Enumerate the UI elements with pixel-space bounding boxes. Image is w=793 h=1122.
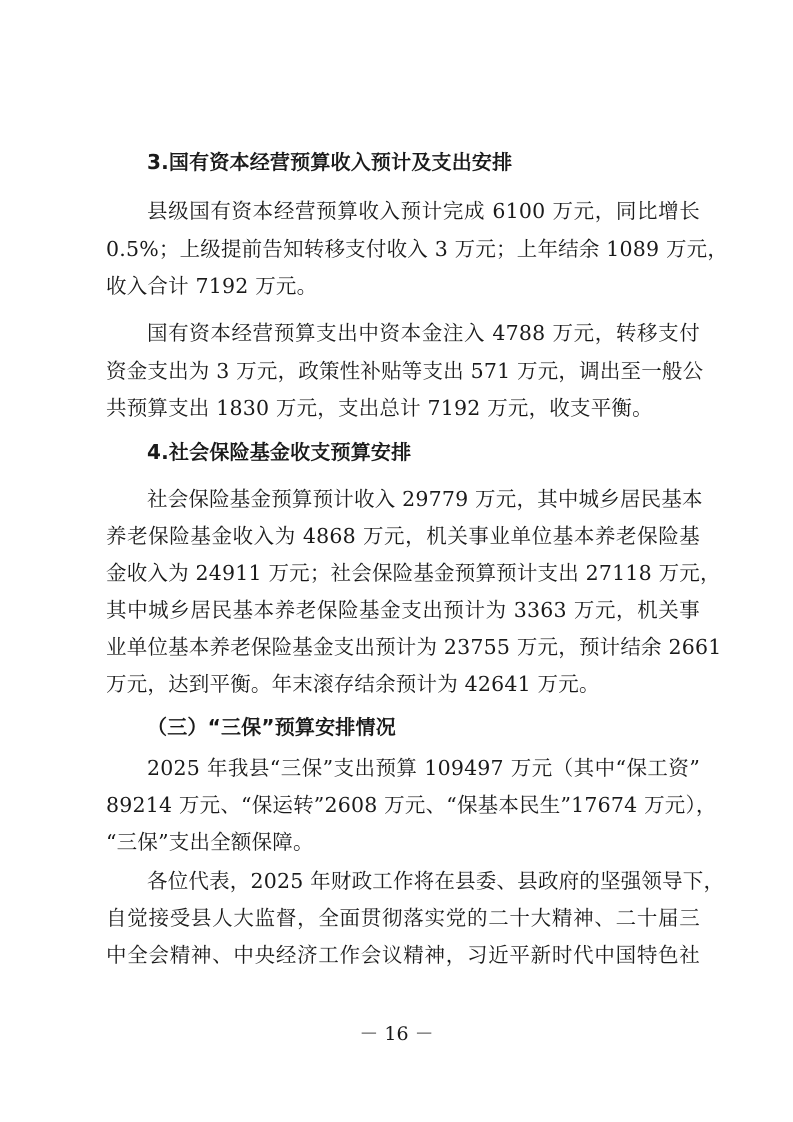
paragraph-line: 金收入为 24911 万元；社会保险基金预算预计支出 27118 万元， — [106, 561, 721, 585]
paragraph-line: 业单位基本养老保险基金支出预计为 23755 万元，预计结余 2661 — [106, 635, 722, 659]
section-heading-san-bao: （三）“三保”预算安排情况 — [147, 715, 396, 739]
paragraph-line: 共预算支出 1830 万元，支出总计 7192 万元，收支平衡。 — [106, 396, 653, 420]
paragraph-line: 2025 年我县“三保”支出预算 109497 万元（其中“保工资” — [147, 756, 700, 780]
paragraph-line: 收入合计 7192 万元。 — [106, 274, 318, 298]
paragraph-line: 89214 万元、“保运转”2608 万元、“保基本民生”17674 万元）， — [106, 793, 717, 817]
paragraph-line: 0.5%；上级提前告知转移支付收入 3 万元；上年结余 1089 万元， — [106, 237, 729, 261]
paragraph-line: 县级国有资本经营预算收入预计完成 6100 万元，同比增长 — [147, 199, 700, 223]
section-heading-4: 4.社会保险基金收支预算安排 — [147, 440, 412, 464]
paragraph-line: 社会保险基金预算预计收入 29779 万元，其中城乡居民基本 — [147, 487, 703, 511]
section-heading-3: 3.国有资本经营预算收入预计及支出安排 — [147, 150, 513, 174]
paragraph-line: 自觉接受县人大监督，全面贯彻落实党的二十大精神、二十届三 — [106, 906, 700, 930]
paragraph-line: 万元，达到平衡。年末滚存结余预计为 42641 万元。 — [106, 672, 600, 696]
paragraph-line: 国有资本经营预算支出中资本金注入 4788 万元，转移支付 — [147, 321, 700, 345]
paragraph-line: 养老保险基金收入为 4868 万元，机关事业单位基本养老保险基 — [106, 524, 700, 548]
page-number: － 16 － — [359, 1023, 434, 1045]
paragraph-line: 各位代表，2025 年财政工作将在县委、县政府的坚强领导下， — [147, 869, 725, 893]
paragraph-line: 资金支出为 3 万元，政策性补贴等支出 571 万元，调出至一般公 — [106, 359, 704, 383]
paragraph-line: 其中城乡居民基本养老保险基金支出预计为 3363 万元，机关事 — [106, 598, 700, 622]
paragraph-line: “三保”支出全额保障。 — [106, 830, 314, 854]
paragraph-line: 中全会精神、中央经济工作会议精神，习近平新时代中国特色社 — [106, 943, 700, 967]
